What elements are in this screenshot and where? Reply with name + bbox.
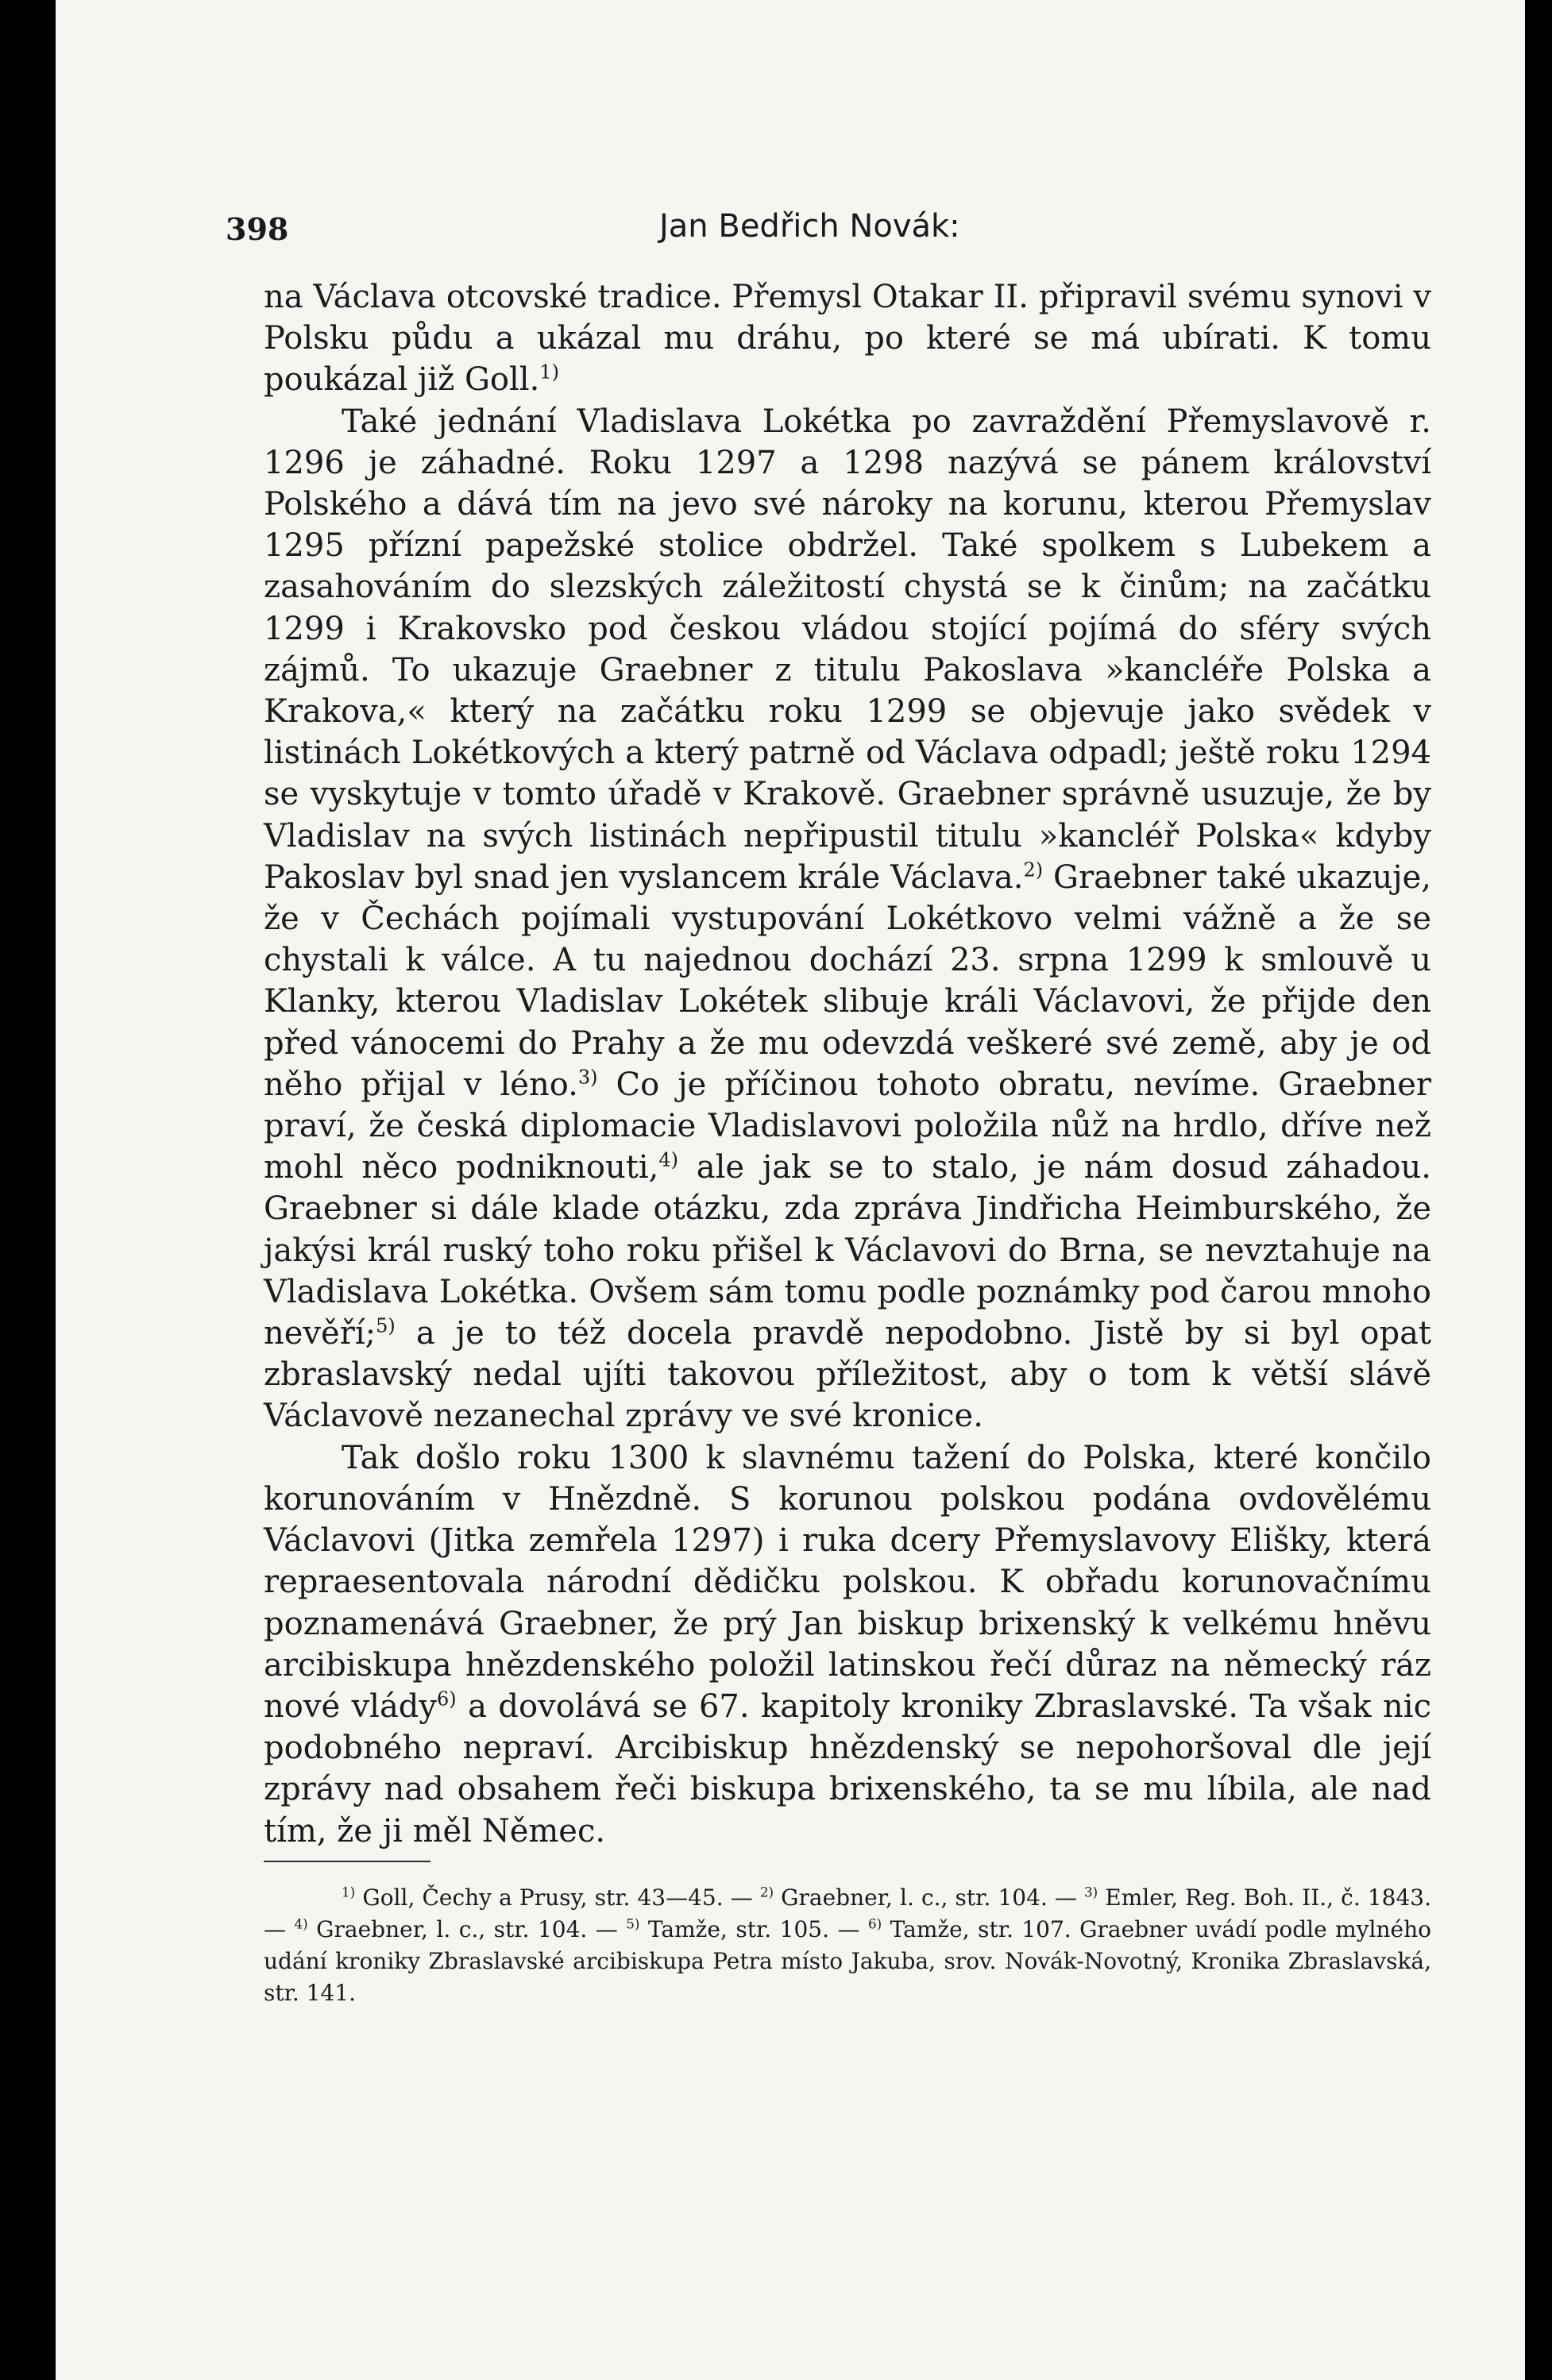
paragraph-text: a dovolává se 67. kapitoly kroniky Zbraslavské. Ta však nic podobného nepraví. Arcibiskup hnězdenský se nepohoršoval dle její zprávy nad obsahem řeči biskupa brixenského, ta se mu líbila, ale nad tím, že ji měl Němec. — [264, 1688, 1431, 1850]
footnote-number: 4) — [294, 1915, 308, 1932]
paragraph-text: Co je příčinou tohoto obratu, nevíme. Graebner praví, že česká diplomacie Vladislavovi položila nůž na hrdlo, dříve než mohl něco podniknouti, — [264, 1066, 1432, 1186]
footnote-number: 6) — [867, 1915, 882, 1932]
footnote-number: 2) — [759, 1884, 774, 1900]
paragraph-2 — [264, 401, 1431, 1437]
footnote-text: Tamže, str. 107. Graebner uvádí podle mylného udání kroniky Zbraslavské arcibiskupa Petra místo Jakuba, srov. Novák-Novotný, Kronika Zbraslavská, str. 141. — [264, 1916, 1431, 2006]
paragraph-3 — [264, 1437, 1431, 1852]
running-title: Jan Bedřich Novák: — [659, 208, 960, 245]
footnote-marker: 6) — [437, 1688, 457, 1711]
footnote-marker: 5) — [376, 1314, 396, 1337]
footnote-text: Emler, Reg. Boh. II., č. 1843. — — [264, 1884, 1431, 1942]
paragraph-1 — [264, 276, 1431, 401]
footnote-number: 5) — [626, 1915, 640, 1932]
footnotes — [264, 1882, 1431, 2009]
footnote-block — [264, 1882, 1431, 2009]
footnote-text: Graebner, l. c., str. 104. — — [774, 1884, 1084, 1911]
footnote-marker: 3) — [577, 1066, 598, 1089]
footnote-divider — [264, 1861, 430, 1862]
book-page — [56, 0, 1525, 2380]
footnote-text: Goll, Čechy a Prusy, str. 43—45. — — [355, 1884, 760, 1911]
footnote-number: 3) — [1083, 1884, 1098, 1900]
footnote-marker: 2) — [1023, 858, 1044, 881]
main-text — [264, 276, 1431, 1852]
paragraph-text: a je to též docela pravdě nepodobno. Jistě by si byl opat zbraslavský nedal ujíti takovou příležitost, aby o tom k větší slávě Václavově nezanechal zprávy ve své kronice. — [264, 1315, 1431, 1435]
footnote-text: Graebner, l. c., str. 104. — — [307, 1916, 627, 1942]
footnote-marker: 1) — [539, 361, 559, 384]
paragraph-text: na Václava otcovské tradice. Přemysl Otakar II. připravil svému synovi v Polsku půdu a ukázal mu dráhu, po které se má ubírati. K tomu poukázal již Goll. — [264, 279, 1431, 399]
paragraph-text: Graebner také ukazuje, že v Čechách pojímali vystupování Lokétkovo velmi vážně a že se chystali k válce. A tu najednou dochází 23. srpna 1299 k smlouvě u Klanky, kterou Vladislav Lokétek slibuje králi Václavovi, že přijde den před vánocemi do Prahy a že mu odevzdá veškeré své země, aby je od něho přijal v léno. — [264, 858, 1432, 1103]
running-header — [56, 205, 1525, 253]
page-number: 398 — [226, 211, 289, 247]
paragraph-text: Také jednání Vladislava Lokétka po zavraždění Přemyslavově r. 1296 je záhadné. Roku 1297 a 1298 nazývá se pánem království Polského a dává tím na jevo své nároky na korunu, kterou Přemyslav 1295 přízní papežské stolice obdržel. Také spolkem s Lubekem a zasahováním do slezských záležitostí chystá se k činům; na začátku 1299 i Krakovsko pod českou vládou stojící pojímá do sféry svých zájmů. To ukazuje Graebner z titulu Pakoslava »kancléře Polska a Krakova,« který na začátku roku 1299 se objevuje jako svědek v listinách Lokétkových a který patrně od Václava odpadl; ještě roku 1294 se vyskytuje v tomto úřadě v Krakově. Graebner správně usuzuje, že by Vladislav na svých listinách nepřipustil titulu »kancléř Polska« kdyby Pakoslav byl snad jen vyslancem krále Václava. — [264, 403, 1431, 896]
footnote-marker: 4) — [658, 1148, 678, 1171]
paragraph-text: Tak došlo roku 1300 k slavnému tažení do Polska, které končilo korunováním v Hnězdně. S korunou polskou podána ovdovělému Václavovi (Jitka zemřela 1297) i ruka dcery Přemyslavovy Elišky, která repraesentovala národní dědičku polskou. K obřadu korunovačnímu poznamenává Graebner, že prý Jan biskup brixenský k velkému hněvu arcibiskupa hnězdenského položil latinskou řečí důraz na německý ráz nové vlády — [264, 1439, 1431, 1725]
paragraph-text: ale jak se to stalo, je nám dosud záhadou. Graebner si dále klade otázku, zda zpráva Jindřicha Heimburského, že jakýsi král ruský toho roku přišel k Václavovi do Brna, se nevztahuje na Vladislava Lokétka. Ovšem sám tomu podle poznámky pod čarou mnoho nevěří; — [264, 1149, 1431, 1352]
footnote-number: 1) — [342, 1884, 356, 1900]
footnote-text: Tamže, str. 105. — — [639, 1916, 868, 1942]
